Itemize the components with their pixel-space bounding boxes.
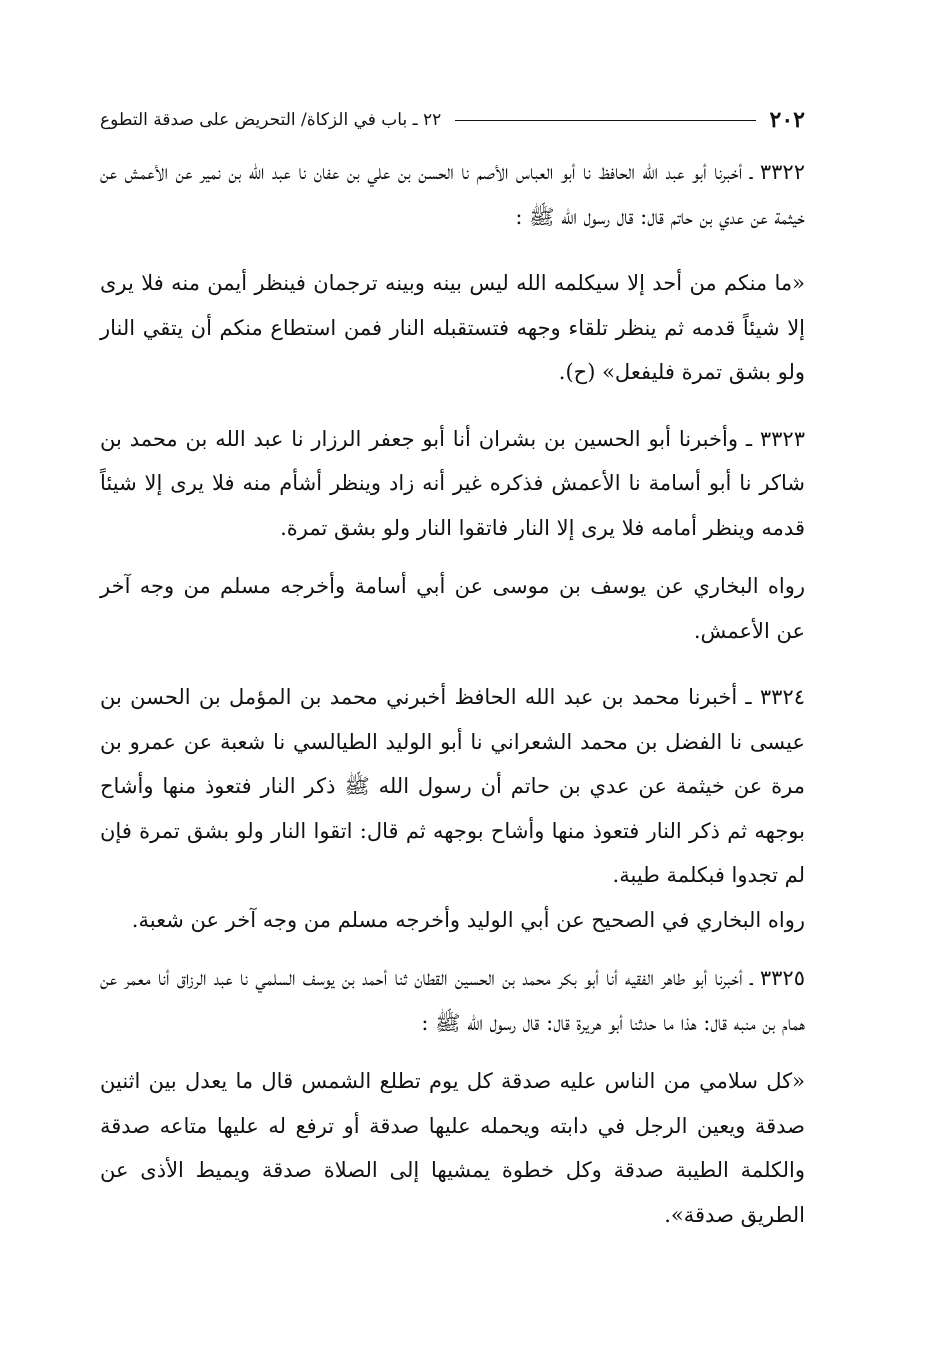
- hadith-3323: ٣٣٢٣ ـ وأخبرنا أبو الحسين بن بشران أنا أبو جعفر الرزار نا عبد الله بن محمد بن شاكر نا أبو أسامة نا الأعمش فذكره غير أنه زاد وينظر أشأم منه فلا يرى إلا شيئاً قدمه وينظر أمامه فلا يرى إلا النار فاتقوا النار ولو بشق تمرة.: [100, 426, 805, 540]
- hadith-3322-matn: «ما منكم من أحد إلا سيكلمه الله ليس بينه وبينه ترجمان فينظر أيمن منه فلا يرى إلا شيئاً قدمه ثم ينظر تلقاء وجهه فتستقبله النار فمن استطاع منكم أن يتقي النار ولو بشق تمرة فليفعل» (ح).: [100, 271, 805, 384]
- hadith-3322-isnad: ٣٣٢٢ ـ أخبرنا أبو عبد الله الحافظ نا أبو العباس الأصم نا الحسن بن علي بن عفان نا عبد الله بن نمير عن الأعمش عن خيثمة عن عدي بن حاتم قال: قال رسول الله ﷺ :: [100, 160, 805, 229]
- hadith-3325-matn: «كل سلامي من الناس عليه صدقة كل يوم تطلع الشمس قال ما يعدل بين اثنين صدقة ويعين الرجل في دابته ويحمله عليها صدقة أو ترفع له عليها متاعه صدقة والكلمة الطيبة صدقة وكل خطوة يمشيها إلى الصلاة صدقة ويميط الأذى عن الطريق صدقة».: [100, 1069, 805, 1227]
- header-rule: [455, 120, 755, 121]
- takhrij-3324: رواه البخاري في الصحيح عن أبي الوليد وأخرجه مسلم من وجه آخر عن شعبة.: [131, 907, 805, 932]
- takhrij-3323: رواه البخاري عن يوسف بن موسى عن أبي أسامة وأخرجه مسلم من وجه آخر عن الأعمش.: [100, 574, 805, 643]
- running-head: [100, 100, 805, 140]
- page-body: [100, 150, 805, 1237]
- page-number: ٢٠٢: [769, 107, 805, 133]
- hadith-3324: ٣٣٢٤ ـ أخبرنا محمد بن عبد الله الحافظ أخبرني محمد بن المؤمل بن الحسن بن عيسى نا الفضل بن محمد الشعراني نا أبو الوليد الطيالسي نا شعبة عن عمرو بن مرة عن خيثمة عن عدي بن حاتم أن رسول الله ﷺ ذكر النار فتعوذ منها وأشاح بوجهه ثم ذكر النار فتعوذ منها وأشاح بوجهه ثم قال: اتقوا النار ولو بشق تمرة فإن لم تجدوا فبكلمة طيبة.: [100, 685, 805, 887]
- chapter-title: ٢٢ ـ باب في الزكاة/ التحريض على صدقة التطوع: [100, 110, 442, 130]
- hadith-3325-isnad: ٣٣٢٥ ـ أخبرنا أبو طاهر الفقيه أنا أبو بكر محمد بن الحسين القطان ثنا أحمد بن يوسف السلمي نا عبد الرزاق أنا معمر عن همام بن منبه قال: هذا ما حدثنا أبو هريرة قال: قال رسول الله ﷺ :: [100, 966, 805, 1035]
